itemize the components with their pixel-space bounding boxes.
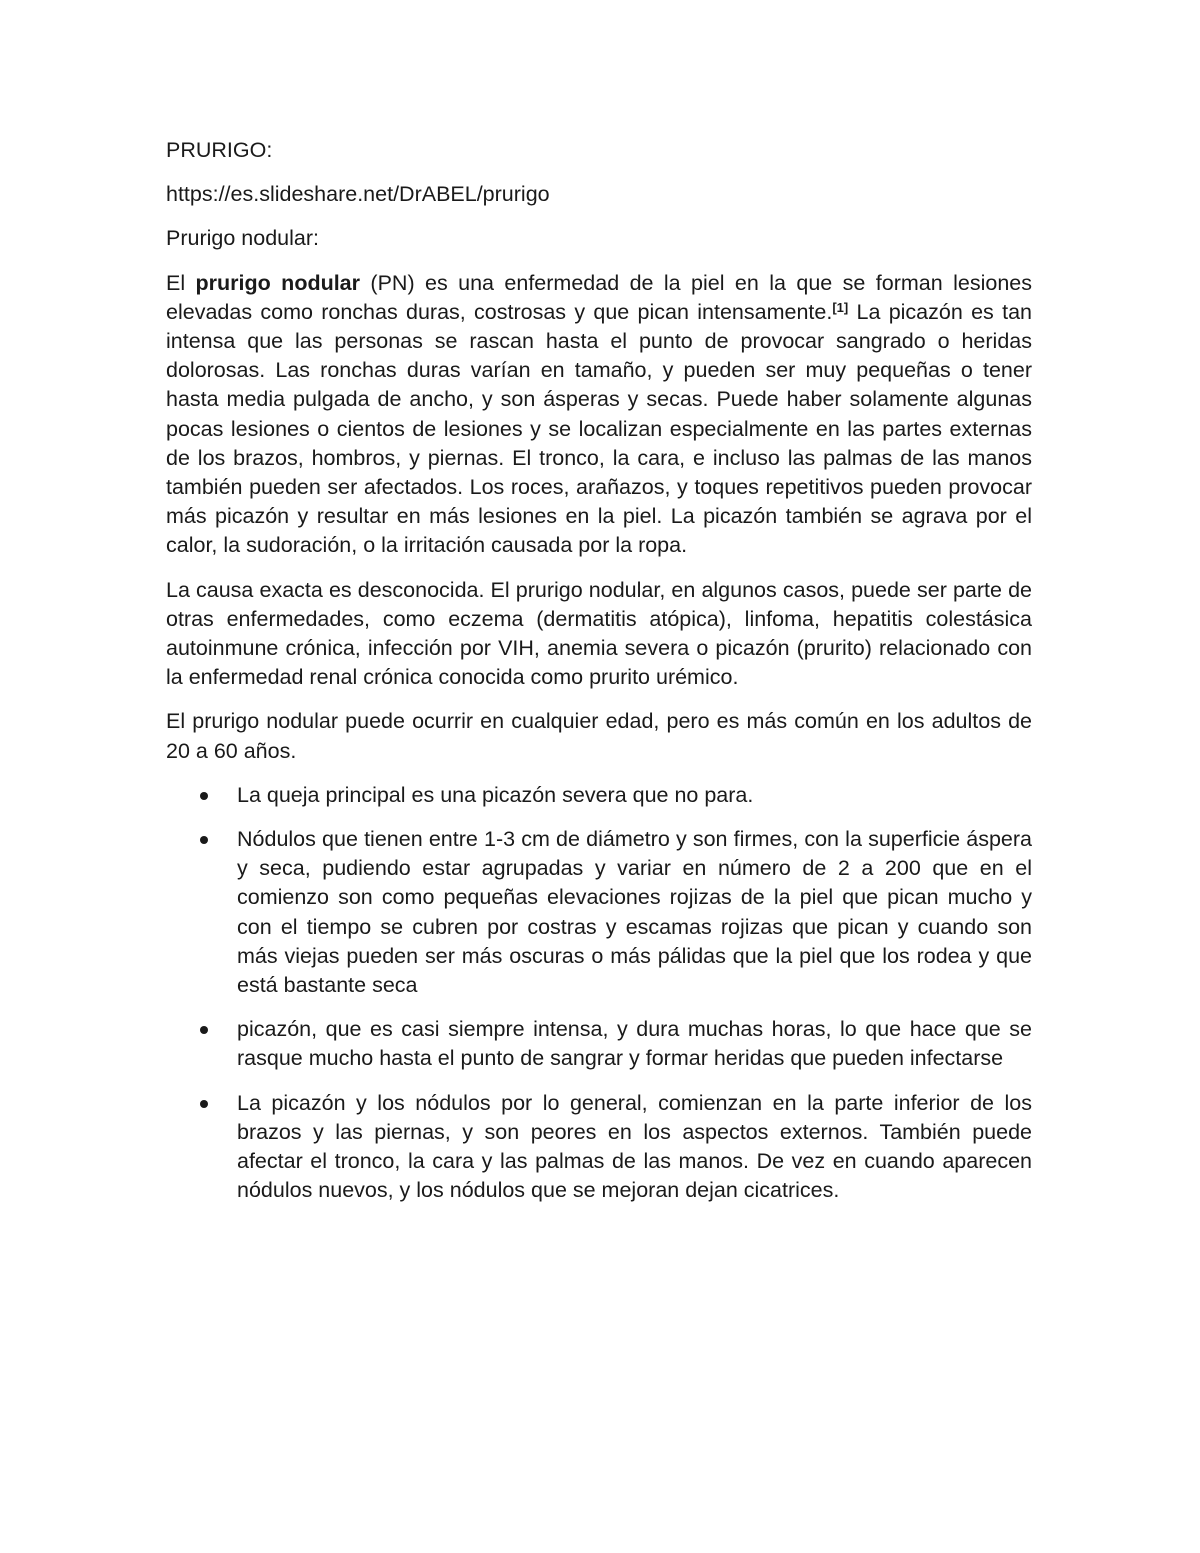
bullet-dot-icon [200,836,208,844]
bullet-dot-icon [200,1026,208,1034]
list-item [166,781,1032,810]
paragraph-cause: La causa exacta es desconocida. El prurigo nodular, en algunos casos, puede ser parte de otras enfermedades, como eczema (dermatitis atópica), linfoma, hepatitis colestásica autoinmune crónica, infección por VIH, anemia severa o picazón (prurito) relacionado con la enfermedad renal crónica conocida como prurito urémico. [166,577,1032,690]
list-item-text: La queja principal es una picazón severa que no para. [237,782,754,807]
bullet-dot-icon [200,792,208,800]
bullet-dot-icon [200,1100,208,1108]
list-item-text: Nódulos que tienen entre 1-3 cm de diámetro y son firmes, con la superficie áspera y seca, pudiendo estar agrupadas y variar en número de 2 a 200 que en el comienzo son como pequeñas elevaciones rojizas de la piel que pican mucho y con el tiempo se cubren por costras y escamas rojizas que pican y cuando son más viejas pueden ser más oscuras o más pálidas que la piel que los rodea y que está bastante seca [237,827,1032,998]
list-item-text: picazón, que es casi siempre intensa, y dura muchas horas, lo que hace que se rasque mucho hasta el punto de sangrar y formar heridas que pueden infectarse [237,1017,1032,1071]
term-prurigo-nodular: prurigo nodular [195,270,361,295]
list-item-text: La picazón y los nódulos por lo general, comienzan en la parte inferior de los brazos y las piernas, y son peores en los aspectos externos. También puede afectar el tronco, la cara y las palmas de las manos. De vez en cuando aparecen nódulos nuevos, y los nódulos que se mejoran dejan cicatrices. [237,1090,1032,1203]
list-item [166,825,1032,1000]
document-page [166,136,1032,1221]
paragraph-rest: La picazón es tan intensa que las personas se rascan hasta el punto de provocar sangrado o heridas dolorosas. Las ronchas duras varían en tamaño, y pueden ser muy pequeñas o tener hasta media pulgada de ancho, y son ásperas y secas. Puede haber solamente algunas pocas lesiones o cientos de lesiones y se localizan especialmente en las partes externas de los brazos, hombros, y piernas. El tronco, la cara, e incluso las palmas de las manos también pueden ser afectados. Los roces, arañazos, y toques repetitivos pueden provocar más picazón y resultar en más lesiones en la piel. La picazón también se agrava por el calor, la sudoración, o la irritación causada por la ropa. [166,299,1032,558]
paragraph-age: El prurigo nodular puede ocurrir en cualquier edad, pero es más común en los adultos de 20 a 60 años. [166,709,1032,763]
paragraph-after-term: (PN) es una enfermedad de la piel en la que se forman lesiones elevadas como ronchas duras, costrosas y que pican intensamente. [166,270,1032,324]
reference-marker[interactable]: [1] [832,299,849,315]
list-item [166,1015,1032,1073]
symptom-list [166,781,1032,1206]
paragraph-definition [166,269,1032,561]
source-link[interactable]: https://es.slideshare.net/DrABEL/prurigo [166,182,550,207]
list-item [166,1089,1032,1206]
section-subheading: Prurigo nodular: [166,226,319,251]
paragraph-lead: El [166,270,196,295]
document-heading: PRURIGO: [166,138,273,162]
